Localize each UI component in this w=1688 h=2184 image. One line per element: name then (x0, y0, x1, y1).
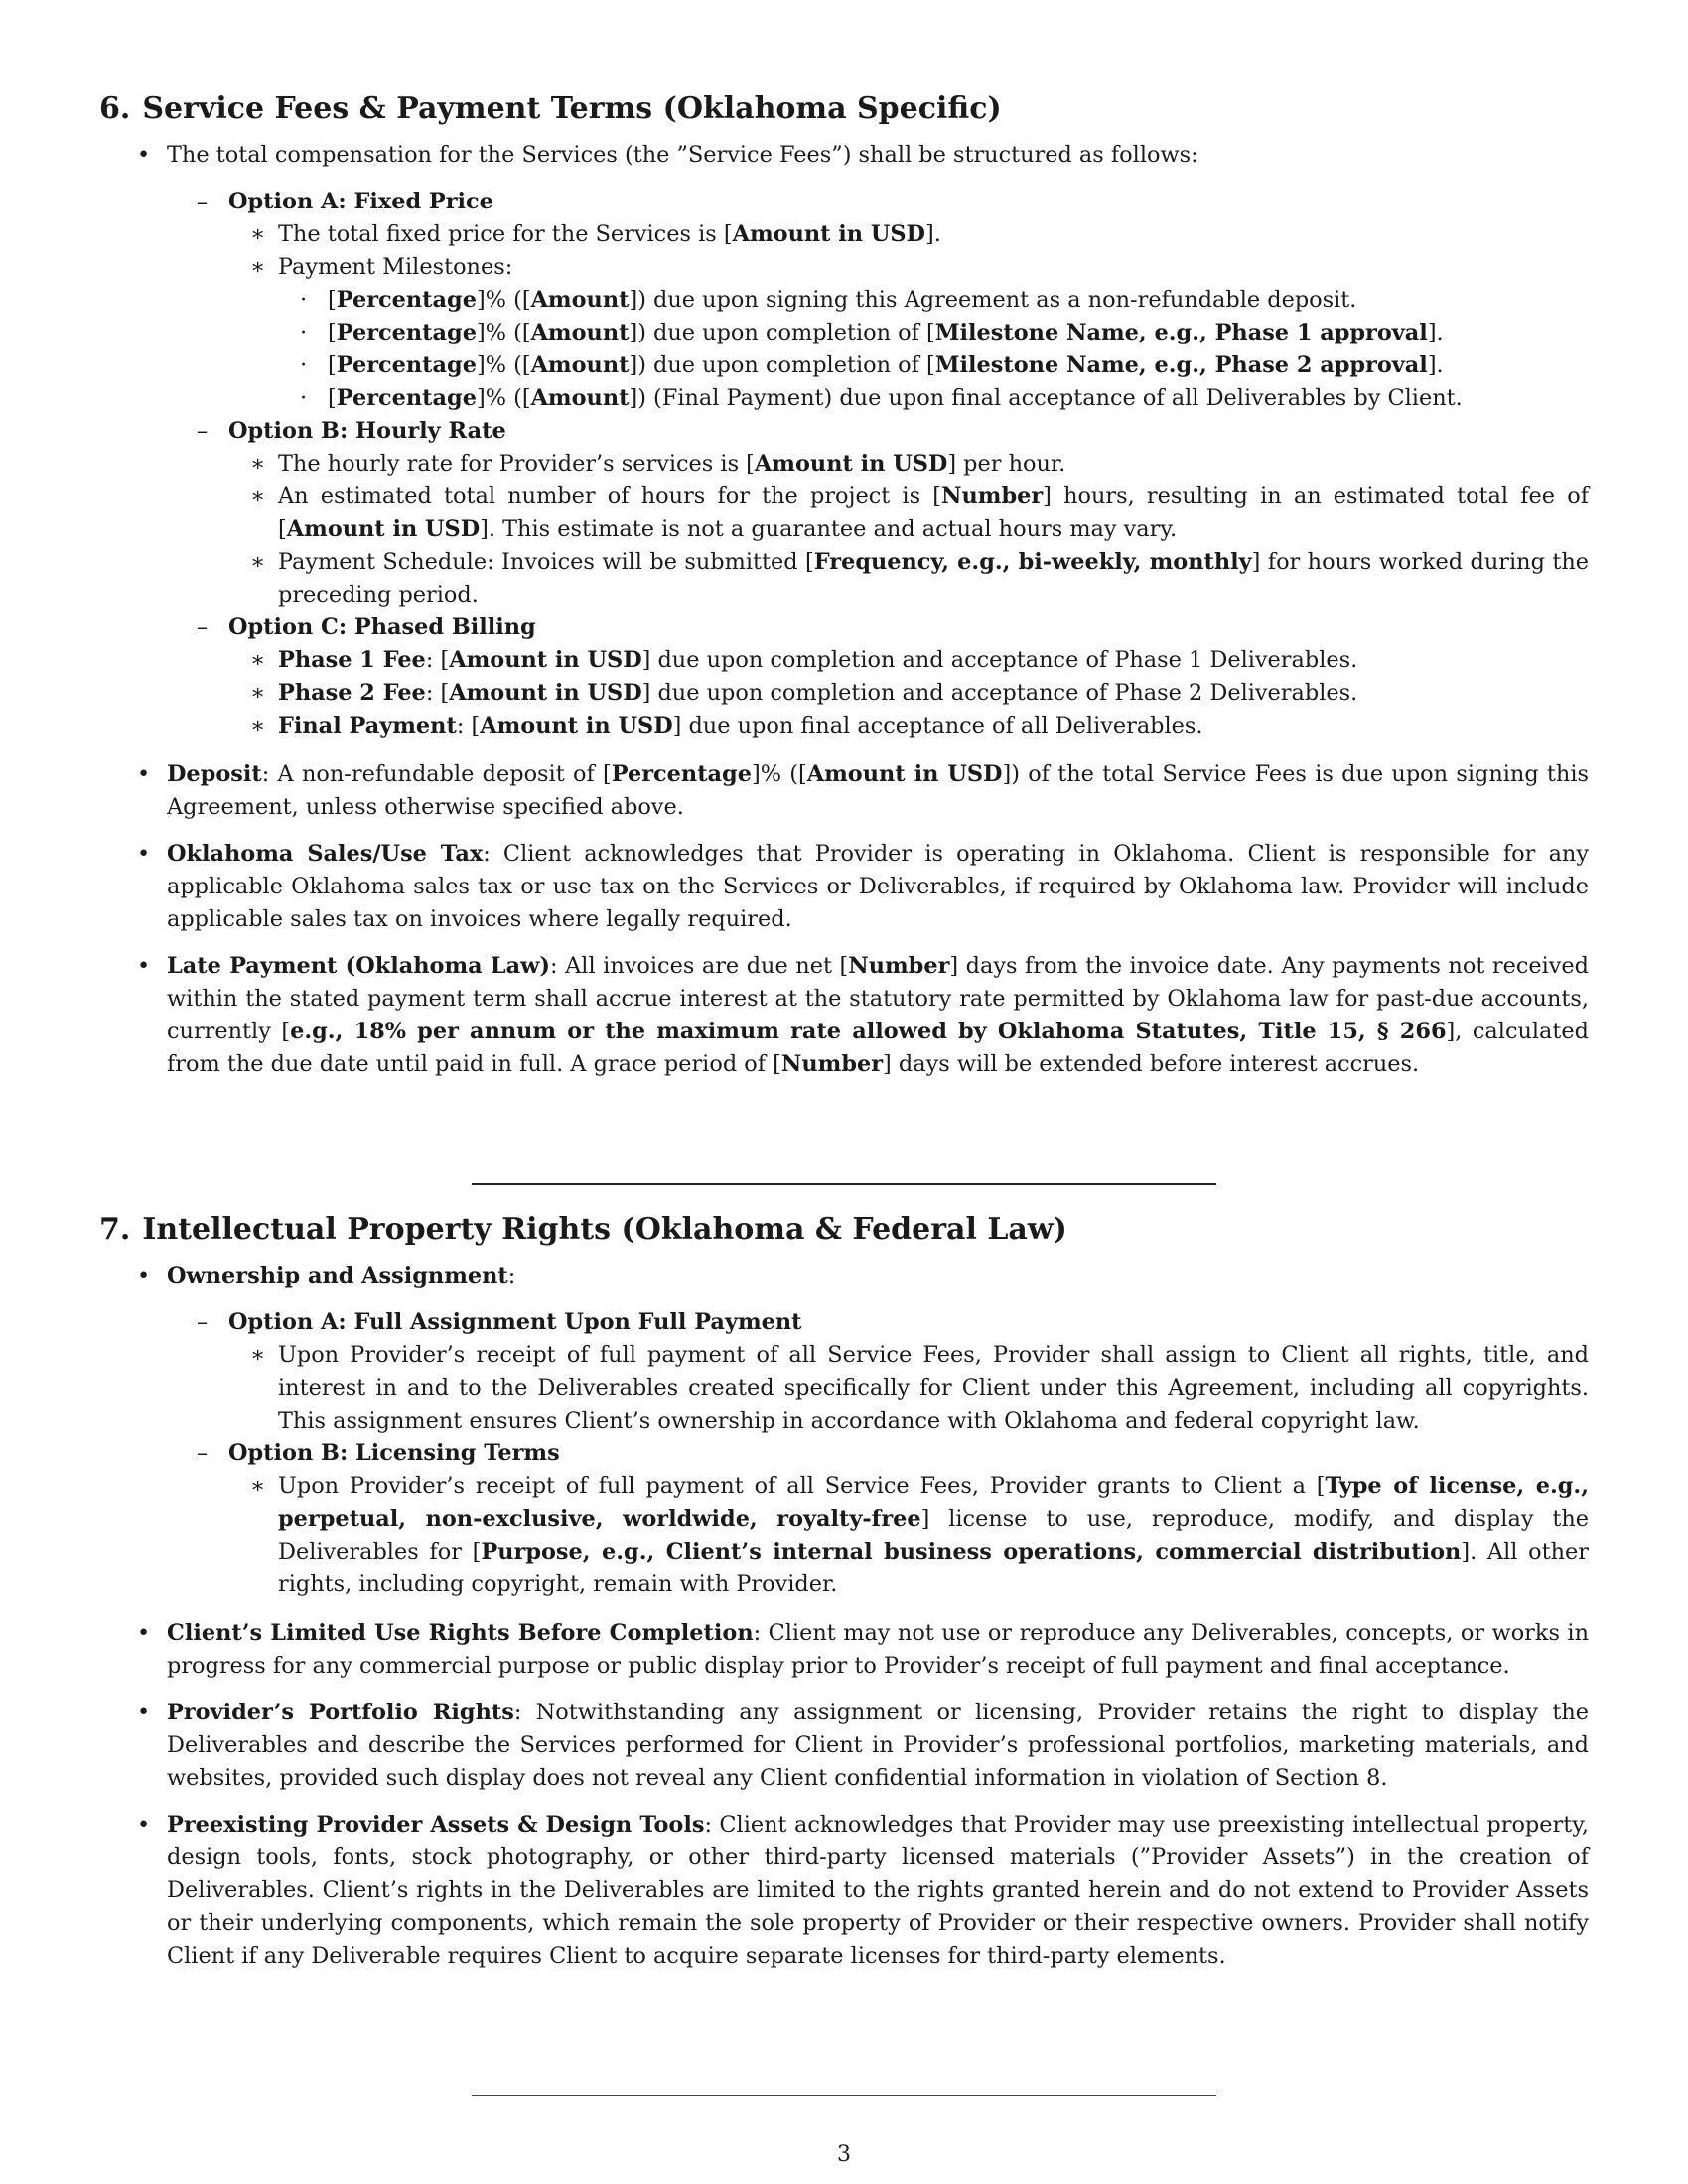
text-run: ]. (924, 221, 941, 247)
text-run: [ (328, 320, 337, 345)
term-label: Provider’s Portfolio Rights (167, 1700, 514, 1725)
option-label: Option A: Full Assignment Upon Full Payment (228, 1309, 802, 1335)
text-run: : All invoices are due net [ (550, 953, 849, 979)
text-run: ]) (Final Payment) due upon final acceptance of all Deliverables by Client. (629, 385, 1463, 411)
option-label: Option A: Fixed Price (228, 189, 493, 214)
section-divider (472, 1183, 1216, 1185)
placeholder: Number (941, 483, 1044, 509)
text-run: Payment Schedule: Invoices will be submitted [ (278, 549, 814, 575)
section-title: Intellectual Property Rights (Oklahoma & Federal Law) (142, 1212, 1067, 1247)
text-run: [ (328, 352, 337, 378)
bullet-marker: • (137, 953, 151, 979)
star-marker: ∗ (250, 483, 266, 509)
list-item (99, 480, 1589, 546)
placeholder: Frequency, e.g., bi-weekly, monthly (813, 549, 1252, 575)
dot-marker: · (300, 352, 308, 378)
list-item (99, 251, 1589, 284)
text-run: The hourly rate for Provider’s services is [ (278, 451, 755, 477)
text-run: ]) of the total Service Fees is due upon signing this Agreement, unless otherwise specified above. (167, 761, 1590, 820)
list-item (99, 1809, 1589, 1973)
placeholder: Number (780, 1051, 884, 1077)
text-run: ]) due upon completion of [ (629, 352, 935, 378)
placeholder: Purpose, e.g., Client’s internal business operations, commercial distribution (481, 1539, 1462, 1565)
text-run: ]. All other rights, including copyright, remain with Provider. (278, 1539, 1590, 1597)
text-run: : Client may not use or reproduce any Deliverables, concepts, or works in progress for any commercial purpose or public display prior to Provider’s receipt of full payment and final acceptance. (167, 1620, 1590, 1679)
placeholder: Amount in USD (449, 647, 642, 673)
list-item (99, 1339, 1589, 1437)
dash-marker: – (197, 614, 209, 640)
list-item (99, 448, 1589, 480)
milestone-item (99, 349, 1589, 382)
bullet-marker: • (137, 142, 151, 168)
dot-marker: · (300, 320, 308, 345)
text-run: ]. (1427, 320, 1444, 345)
list-item (99, 546, 1589, 612)
text-run: : [ (425, 680, 450, 706)
placeholder: Amount in USD (286, 516, 481, 542)
placeholder: Milestone Name, e.g., Phase 2 approval (934, 352, 1428, 378)
text-run: ] due upon final acceptance of all Deliverables. (672, 713, 1203, 739)
term-label: Late Payment (Oklahoma Law) (167, 953, 551, 979)
milestone-item (99, 382, 1589, 415)
dot-marker: · (300, 287, 308, 313)
term-label: Deposit (167, 761, 262, 787)
star-marker: ∗ (250, 1342, 266, 1368)
text-run: Upon Provider’s receipt of full payment of all Service Fees, Provider grants to Client a [ (278, 1473, 1326, 1499)
option-label: Option B: Hourly Rate (228, 418, 506, 444)
star-marker: ∗ (250, 680, 266, 706)
placeholder: Amount (530, 287, 630, 313)
list-item (99, 1470, 1589, 1601)
placeholder: Percentage (336, 287, 477, 313)
text-run: : Client acknowledges that Provider is operating in Oklahoma. Client is responsible for any applicable Oklahoma sales tax or use tax on the Services or Deliverables, if required by Oklahoma law. Provider will include applicable sales tax on invoices where legally required. (167, 841, 1589, 932)
text-run: Upon Provider’s receipt of full payment of all Service Fees, Provider shall assign to Client all rights, title, and interest in and to the Deliverables created specifically for Client under this Agreement, including all copyrights. This assignment ensures Client’s ownership in accordance with Oklahoma and federal copyright law. (278, 1342, 1589, 1433)
option-a-fixed-price (99, 186, 1589, 218)
star-marker: ∗ (250, 221, 266, 247)
term-label: Client’s Limited Use Rights Before Completion (167, 1620, 754, 1646)
option-c-phased-billing (99, 612, 1589, 644)
placeholder: Percentage (336, 352, 477, 378)
section-number: 6. (99, 91, 131, 126)
placeholder: Type of license, e.g., perpetual, non-exclusive, worldwide, royalty-free (278, 1473, 1589, 1532)
text-run: ]% ([ (476, 287, 531, 313)
option-b-licensing-terms (99, 1437, 1589, 1470)
text-run: : [ (456, 713, 481, 739)
bullet-marker: • (137, 1263, 151, 1289)
placeholder: Amount in USD (732, 221, 925, 247)
section-number: 7. (99, 1212, 131, 1247)
service-fees-intro: The total compensation for the Services (the ”Service Fees”) shall be structured as follows: (167, 142, 1198, 168)
text-run: ]. This estimate is not a guarantee and actual hours may vary. (480, 516, 1178, 542)
text-run: ]) due upon completion of [ (629, 320, 935, 345)
text-run: ] for hours worked during the preceding period. (278, 549, 1589, 608)
text-run: ] hours, resulting in an estimated total fee of [ (278, 483, 1590, 542)
star-marker: ∗ (250, 451, 266, 477)
page-content (99, 89, 1589, 1973)
term-label: Final Payment (278, 713, 457, 739)
text-run: The total fixed price for the Services is [ (278, 221, 733, 247)
text-run: : Notwithstanding any assignment or licensing, Provider retains the right to display the Deliverables and describe the Services performed for Client in Provider’s professional portfolios, marketing materials, and websites, provided such display does not reveal any Client confidential information in violation of Section 8. (167, 1700, 1589, 1791)
term-label: Preexisting Provider Assets & Design Tools (167, 1812, 705, 1838)
list-item (99, 1697, 1589, 1795)
option-a-full-assignment (99, 1306, 1589, 1339)
text-run: ] days will be extended before interest accrues. (883, 1051, 1420, 1077)
text-run: [ (328, 385, 337, 411)
bullet-marker: • (137, 1620, 151, 1646)
term-label: Ownership and Assignment (167, 1263, 508, 1289)
list-item (99, 1260, 1589, 1293)
text-run: ]) due upon signing this Agreement as a non-refundable deposit. (629, 287, 1357, 313)
text-run: ]% ([ (476, 385, 531, 411)
placeholder: Milestone Name, e.g., Phase 1 approval (934, 320, 1428, 345)
placeholder: Number (848, 953, 950, 979)
dash-marker: – (197, 189, 209, 214)
text-run: : A non-refundable deposit of [ (261, 761, 612, 787)
text-run: : [ (425, 647, 450, 673)
star-marker: ∗ (250, 254, 266, 280)
section-7-heading (99, 1210, 1589, 1250)
bullet-marker: • (137, 1812, 151, 1838)
placeholder: Amount in USD (754, 451, 948, 477)
list-item (99, 1617, 1589, 1683)
dot-marker: · (300, 385, 308, 411)
placeholder: Amount (530, 385, 630, 411)
milestones-label: Payment Milestones: (278, 254, 513, 280)
bullet-marker: • (137, 841, 151, 867)
milestone-item (99, 317, 1589, 349)
placeholder: Amount (530, 352, 630, 378)
text-run: ]% ([ (751, 761, 807, 787)
term-label: Oklahoma Sales/Use Tax (167, 841, 484, 867)
list-item (99, 677, 1589, 710)
term-label: Phase 2 Fee (278, 680, 426, 706)
dash-marker: – (197, 418, 209, 444)
text-run: ]% ([ (476, 320, 531, 345)
term-label: Phase 1 Fee (278, 647, 426, 673)
option-label: Option B: Licensing Terms (228, 1440, 560, 1466)
placeholder: Amount (530, 320, 630, 345)
option-label: Option C: Phased Billing (228, 614, 536, 640)
text-run: ], calculated from the due date until paid in full. A grace period of [ (167, 1019, 1589, 1077)
dash-marker: – (197, 1440, 209, 1466)
text-run: ] license to use, reproduce, modify, and display the Deliverables for [ (278, 1506, 1590, 1565)
option-b-hourly-rate (99, 415, 1589, 448)
text-run: ] per hour. (947, 451, 1066, 477)
placeholder: Percentage (336, 385, 477, 411)
star-marker: ∗ (250, 549, 266, 575)
page-number: 3 (837, 2142, 851, 2167)
list-item (99, 950, 1589, 1081)
section-6-heading (99, 89, 1589, 129)
dash-marker: – (197, 1309, 209, 1335)
milestone-item (99, 284, 1589, 317)
placeholder: Percentage (611, 761, 752, 787)
list-item (99, 758, 1589, 824)
list-item (99, 838, 1589, 936)
text-run: ] due upon completion and acceptance of Phase 2 Deliverables. (641, 680, 1358, 706)
placeholder: Amount in USD (806, 761, 1003, 787)
text-run: ] due upon completion and acceptance of Phase 1 Deliverables. (641, 647, 1358, 673)
list-item (99, 218, 1589, 251)
text-run: ] days from the invoice date. Any payments not received within the stated payment term shall accrue interest at the statutory rate permitted by Oklahoma law for past-due accounts, currently [ (167, 953, 1590, 1044)
text-run: ]% ([ (476, 352, 531, 378)
placeholder: Amount in USD (449, 680, 642, 706)
list-item (99, 644, 1589, 677)
text-run: ]. (1427, 352, 1444, 378)
section-divider (472, 2095, 1216, 2096)
placeholder: e.g., 18% per annum or the maximum rate allowed by Oklahoma Statutes, Title 15, § 266 (290, 1019, 1447, 1044)
bullet-marker: • (137, 1700, 151, 1725)
text-run: [ (328, 287, 337, 313)
placeholder: Percentage (336, 320, 477, 345)
bullet-marker: • (137, 761, 151, 787)
text-run: An estimated total number of hours for the project is [ (278, 483, 942, 509)
text-run: : (507, 1263, 516, 1289)
star-marker: ∗ (250, 647, 266, 673)
placeholder: Amount in USD (480, 713, 673, 739)
star-marker: ∗ (250, 1473, 266, 1499)
text-run: : Client acknowledges that Provider may use preexisting intellectual property, design tools, fonts, stock photography, or other third-party licensed materials (”Provider Assets”) in the creation of Deliverables. Client’s rights in the Deliverables are limited to the rights granted herein and do not extend to Provider Assets or their underlying components, which remain the sole property of Provider or their respective owners. Provider shall notify Client if any Deliverable requires Client to acquire separate licenses for third-party elements. (167, 1812, 1589, 1969)
list-item (99, 139, 1589, 172)
section-title: Service Fees & Payment Terms (Oklahoma Specific) (142, 91, 1002, 126)
star-marker: ∗ (250, 713, 266, 739)
list-item (99, 710, 1589, 743)
